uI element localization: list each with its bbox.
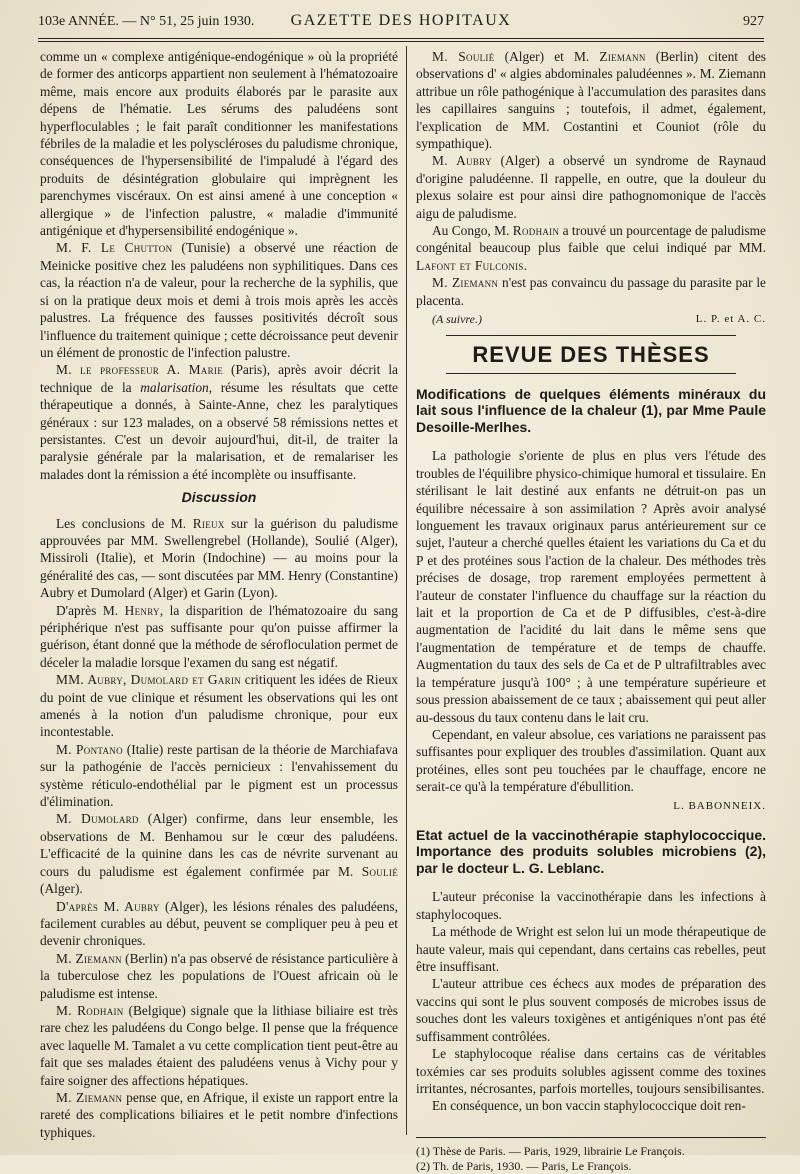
paragraph: comme un « complexe antigénique-endogénique » où la propriété de former des anticorps appartient non seulement à l'hématozoaire même, mais encore aux produits élaborés par le parasite aux dépens de l'hématie. Les sérums des paludéens sont hyperfloculables ; le fait paraît conditionner les manifestations fébriles de la maladie et les polyscléroses du paludisme chronique, conséquences de l'hypersensibilité de l'impaludé à l'égard des produits de désintégration globulaire qui imprègnent les parenchymes viscéraux. On est ainsi amené à une conception « allergique » de l'infection palustre, « maladie d'immunité antigénique et d'hypersensibilité endogénique ». [40, 49, 398, 239]
paragraph [40, 950, 398, 1002]
running-header [38, 10, 764, 32]
to-be-continued: (A suivre.) [432, 312, 482, 327]
paragraph-text: Les conclusions de M. [56, 515, 193, 531]
section-title: REVUE DES THÈSES [472, 341, 710, 367]
author-name: M. Ziemann [56, 950, 122, 966]
author-name: M. Soulié [432, 49, 495, 64]
header-rule [38, 38, 764, 39]
paragraph [40, 810, 398, 897]
paragraph-text: (Tunisie) a observé une réaction de Meinicke positive chez les paludéens non syphilitiques. Dans ces cas, la réaction n'a de valeur, pour la recherche de la syphilis, que si on la pratique deux mois et demi à trois mois après les accès palustres. La fréquence des fausses positivités décroît sous l'influence du traitement quinique ; cette décroissance peut devenir un élément de pronostic de l'infection palustre. [40, 240, 398, 360]
paragraph-text: Au Congo, M. [432, 223, 513, 239]
paragraph-text: (Belgique) signale que la lithiase biliaire est très rare chez les paludéens du Congo belge. Il pense que la fréquence avec laquelle M. Tamalet a vu cette complication tient peut-être au fait que ses malades étaient des paludéens venus à Vichy pour y faire soigner des affections hépatiques. [40, 1002, 398, 1088]
paragraph: L'auteur attribue ces échecs aux modes de préparation des vaccins qui sont le plus souvent composés de microbes issus de souches dont les valeurs toxigènes et antigéniques n'ont pas été suffisamment contrôlées. [416, 976, 766, 1044]
author-name: MM. Aubry, Dumolard et Garin [56, 672, 242, 688]
author-name: Rieux [192, 515, 225, 531]
author-name: M. Ziemann [56, 1089, 123, 1105]
paragraph: L'auteur préconise la vaccinothérapie dans les infections à staphylocoques. [416, 889, 766, 922]
paragraph-text: critiquent les idées de Rieux du point de vue clinique et résument les observations qui les ont amenés à la notion d'un paludisme chronique, pour eux incontestable. [40, 672, 398, 740]
author-name: M. Aubry [432, 153, 492, 169]
paragraph-text: pense que, en Afrique, il existe un rapport entre la rareté des complications biliaires et le petit nombre d'infections typhiques. [40, 1089, 398, 1140]
paragraph: En conséquence, un bon vaccin staphylococcique doit ren- [432, 1098, 746, 1114]
paragraph-text: (Alger) a observé un syndrome de Raynaud d'origine paludéenne. Il rappelle, en outre, que la douleur du plexus solaire est pour ainsi dire pathognomonique de l'accès aigu de paludisme. [416, 153, 766, 221]
header-rule-double [38, 41, 764, 42]
paragraph [416, 274, 766, 309]
paragraph: Le staphylocoque réalise dans certains cas de véritables toxémies car ses produits solubles agissent comme des toxines irritantes, nécrosantes, parfois mortelles, toujours sensibilisantes. [416, 1046, 766, 1096]
paragraph-text: sur la guérison du paludisme approuvées par MM. Swellengrebel (Hollande), Soulié (Alger), Missiroli (Italie), et Morin (Indochine) — au moins pour la généralité des cas, — sont discutées par MM. Henry (Constantine) Aubry et Dumolard (Alger) et Garin (Lyon). [40, 515, 398, 601]
paragraph-text: , résume les résultats que cette thérapeutique a donnés, à Sainte-Anne, chez les paralytiques généraux : sur 123 malades, on a observé 58 rémissions nettes et persistantes. C'est un devoir aujourd'hui, dit-il, de traiter la paralysie générale par la malarisation, et de remalariser les malades dont la rémission a été incomplète ou insuffisante. [40, 379, 399, 482]
signature: L. BABONNEIX. [673, 799, 766, 812]
author-name: Lafont et Fulconis [416, 257, 524, 273]
paragraph-text: , la disparition de l'hématozoaire du sang périphérique n'est pas suffisante pour qu'on puisse affirmer la guérison, étant donné que la méthode de sérofloculation permet de déceler la maladie lorsque l'examen du sang est négatif. [40, 602, 398, 670]
left-column [40, 48, 398, 1141]
footnote: (2) Th. de Paris, 1930. — Paris, Le François. [416, 1158, 632, 1173]
paragraph-text: (Alger). [40, 881, 83, 897]
footnote: (1) Thèse de Paris. — Paris, 1929, librairie Le François. [416, 1143, 685, 1158]
paragraph [40, 239, 398, 361]
author-name: D'après M. Aubry [56, 898, 160, 914]
italic-term: malarisation [140, 379, 209, 395]
journal-title: GAZETTE DES HOPITAUX [290, 12, 512, 29]
paragraph [40, 361, 398, 483]
author-name: Henry [124, 602, 160, 618]
paragraph-text: (Berlin) n'a pas observé de résistance particulière à la tuberculose chez les populations de l'Ouest africain où le paludisme est intense. [40, 950, 398, 1001]
paragraph: La pathologie s'oriente de plus en plus vers l'étude des troubles de l'équilibre physico-chimique humoral et tissulaire. En stérilisant le lait destiné aux enfants ne détruit-on pas un équilibre nécessaire à son assimilation ? Après avoir analysé longuement les travaux originaux parus antérieurement sur ce sujet, l'auteur a cherché quelles étaient les variations du Ca et du P et des protéines sous l'action de la chaleur. Des méthodes très précises de dosage, trop rarement employées permettent à l'auteur de constater l'influence du chauffage sur la réaction du lait et la proportion de Ca et de P diffusibles, c'est-à-dire augmentation de l'acidité du lait dans le même sens que l'augmentation de température et de temps de chauffe. Augmentation du taux des sels de Ca et de P ultrafiltrables avec la température jusqu'à 100° ; à une température supérieure et sous pression abaissement de ce taux ; abaissement qui peut aller au-dessous du taux contenu dans le lait cru. [416, 448, 766, 725]
author-name: M. F. Le Chutton [56, 240, 173, 256]
signature: L. P. et A. C. [695, 313, 766, 326]
column-divider [406, 46, 407, 1135]
paragraph [40, 898, 398, 950]
author-name: M. Dumolard [56, 811, 139, 827]
paragraph-text: (Alger), les lésions rénales des paludéens, facilement curables au début, peuvent se compliquer peu à peu et devenir chroniques. [40, 898, 398, 949]
paragraph [40, 1002, 398, 1089]
section-rule-top [446, 335, 736, 336]
article-title: Modifications de quelques éléments minéraux du lait sous l'influence de la chaleur (1), par Mme Paule Desoille-Merlhes. [416, 385, 766, 435]
author-name: Rodhain [512, 223, 560, 239]
paragraph [40, 1089, 398, 1141]
paragraph-text: (Alger) et M. [494, 49, 600, 64]
paragraph [40, 671, 398, 741]
paragraph-text: (Italie) reste partisan de la théorie de Marchiafava sur la pathogénie de l'accès pernicieux : l'envahissement du système réticulo-endothélial par le pigment est un processus d'élimination. [40, 741, 398, 810]
paragraph [40, 515, 398, 602]
paragraph-text: n'est pas convaincu du passage du parasite par le placenta. [416, 275, 766, 308]
paragraph: Cependant, en valeur absolue, ces variations ne paraissent pas suffisantes pour expliquer des troubles d'assimilation. Quant aux protéines, elles sont peu touchées par le chauffage, encore ne serait-ce qu'à la température d'ébullition. [416, 726, 766, 795]
continuation-row [416, 311, 766, 328]
paragraph [416, 152, 766, 222]
paragraph-text: a trouvé un pourcentage de paludisme congénital beaucoup plus faible que celui indiqué par MM. [416, 223, 767, 256]
author-name: M. Ziemann [432, 275, 499, 291]
author-name: Ziemann [599, 49, 646, 64]
page-number: 927 [743, 14, 764, 29]
paragraph-text: (Berlin) citent des observations d' « algies abdominales paludéennes ». M. Ziemann attribue un rôle pathogénique à l'accumulation des parasites dans les capillaires sanguins ; toutefois, il admet, également, l'explication de MM. Costantini et Couniot (rôle du sympathique). [416, 49, 766, 152]
author-name: Soulié [361, 863, 398, 879]
author-name: M. Rodhain [56, 1002, 124, 1018]
section-rule-bottom [446, 373, 736, 374]
paragraph-text: D'après M. [56, 602, 125, 618]
paragraph [416, 48, 766, 152]
author-name: M. le professeur A. Marie [56, 362, 223, 378]
right-column [416, 48, 766, 1174]
issue-info: 103e ANNÉE. — N° 51, 25 juin 1930. [38, 14, 255, 29]
author-name: M. Pontano [56, 741, 123, 757]
footnote-rule [416, 1137, 766, 1138]
paragraph [416, 222, 766, 274]
paragraph: La méthode de Wright est selon lui un mode thérapeutique de haute valeur, mais qui cependant, dans certains cas rebelles, peut être insuffisant. [416, 924, 766, 975]
paragraph-text: . [523, 257, 528, 273]
discussion-heading: Discussion [181, 489, 257, 506]
article-title: Etat actuel de la vaccinothérapie staphylococcique. Importance des produits solubles microbiens (2), par le docteur L. G. Leblanc. [416, 826, 766, 876]
paragraph-text: (Alger) confirme, dans leur ensemble, les observations de M. Benhamou sur le cœur des paludéens. L'efficacité de la quinine dans les cas de névrite survenant au cours du paludisme est également confirmée par M. [40, 811, 398, 879]
paragraph-text: (Paris), après avoir décrit la technique de la [40, 362, 399, 395]
paragraph [40, 741, 398, 811]
paragraph [40, 602, 398, 672]
